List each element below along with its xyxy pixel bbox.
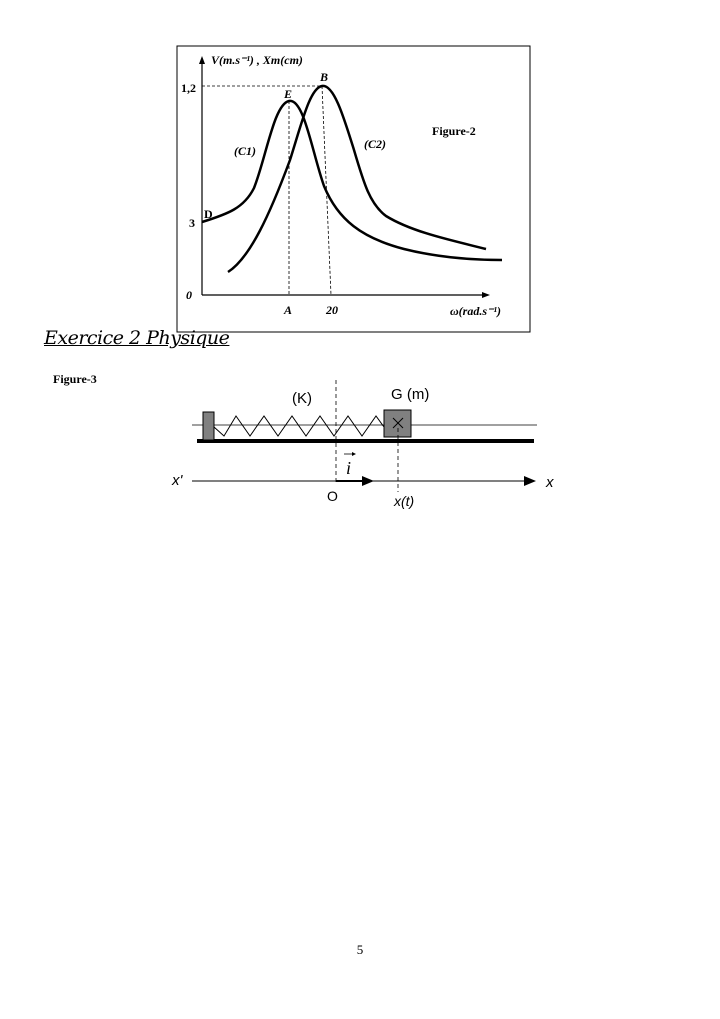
x-axis-arrow: [524, 476, 536, 486]
x-axis-arrow: [482, 292, 490, 298]
axis-right-label: x: [546, 474, 554, 491]
mass-label: G (m): [391, 386, 430, 403]
unit-vector-symbol-head: [352, 452, 356, 456]
chart-frame: [177, 46, 530, 332]
y-tick-0: 0: [186, 288, 192, 302]
x-tick-20: 20: [326, 303, 338, 317]
fixed-wall: [203, 412, 214, 440]
y-tick-1-2: 1,2: [181, 81, 196, 95]
curve-c1-label: (C1): [234, 144, 256, 158]
x-axis-label: ω(rad.s⁻¹): [450, 304, 501, 318]
figure-2-label: Figure-2: [432, 124, 476, 138]
spring-label: (K): [292, 390, 312, 407]
point-d-label: D: [204, 207, 213, 221]
unit-vector-label: i: [346, 458, 352, 478]
point-b-label: B: [320, 70, 329, 84]
point-e-label: E: [284, 87, 293, 101]
axis-left-label: x': [172, 472, 183, 489]
figure-2-chart: [0, 0, 720, 340]
y-tick-3: 3: [189, 216, 195, 230]
figure-3-diagram: [0, 370, 720, 520]
origin-label: O: [327, 488, 338, 504]
y-axis-label: V(m.s⁻¹) , Xm(cm): [211, 53, 303, 67]
x-tick-a: A: [284, 303, 293, 317]
figure-3-label: Figure-3: [53, 372, 97, 386]
spring: [214, 416, 384, 436]
position-label: x(t): [394, 493, 415, 509]
series-c2-curve: [228, 86, 486, 272]
curve-c2-label: (C2): [364, 137, 386, 151]
y-axis-arrow: [199, 56, 205, 64]
exercise-heading: Exercice 2 Physique: [44, 327, 230, 349]
page-number: 5: [356, 942, 364, 957]
